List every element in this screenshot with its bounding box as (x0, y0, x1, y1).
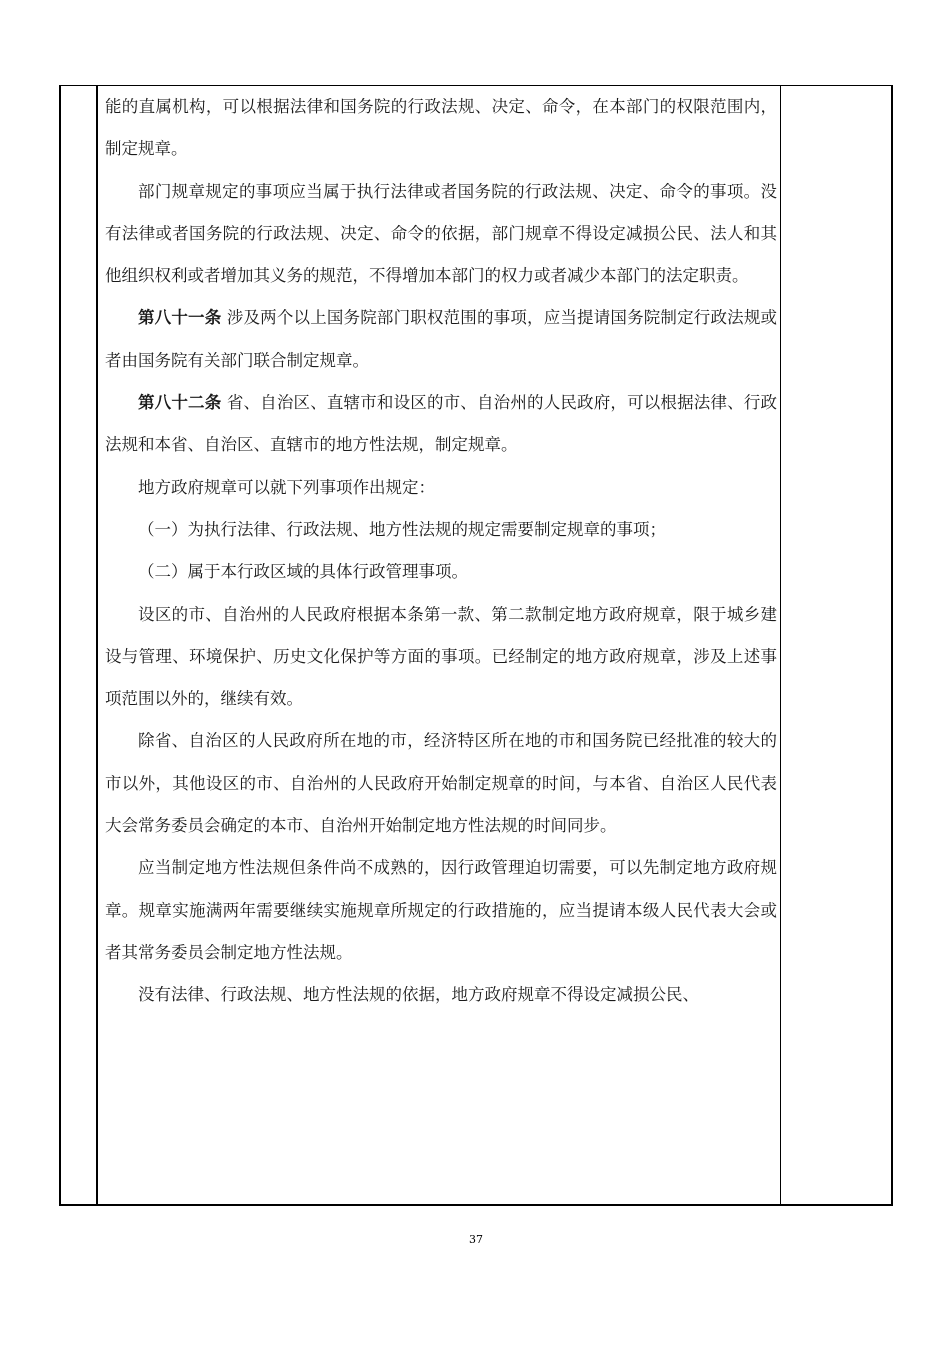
law-paragraph (105, 720, 777, 847)
law-paragraph (105, 171, 777, 298)
paragraph-text: 除省、自治区的人民政府所在地的市，经济特区所在地的市和国务院已经批准的较大的市以外，其他设区的市、自治州的人民政府开始制定规章的时间，与本省、自治区人民代表大会常务委员会确定的本市、自治州开始制定地方性法规的时间同步。 (105, 731, 777, 836)
law-paragraph (105, 974, 777, 1016)
paragraph-text: 应当制定地方性法规但条件尚不成熟的，因行政管理迫切需要，可以先制定地方政府规章。规章实施满两年需要继续实施规章所规定的行政措施的，应当提请本级人民代表大会或者其常务委员会制定地方性法规。 (105, 858, 777, 962)
article-number: 第八十一条 (138, 308, 222, 328)
paragraph-text: 部门规章规定的事项应当属于执行法律或者国务院的行政法规、决定、命令的事项。没有法律或者国务院的行政法规、决定、命令的依据，部门规章不得设定减损公民、法人和其他组织权利或者增加其义务的规范，不得增加本部门的权力或者减少本部门的法定职责。 (105, 181, 777, 286)
law-paragraph (105, 297, 777, 382)
paragraph-text: 地方政府规章可以就下列事项作出规定： (138, 477, 435, 497)
paragraph-text: 能的直属机构，可以根据法律和国务院的行政法规、决定、命令，在本部门的权限范围内，制定规章。 (105, 97, 777, 159)
paragraph-text: 没有法律、行政法规、地方性法规的依据，地方政府规章不得设定减损公民、 (138, 985, 699, 1005)
paragraph-text: （一）为执行法律、行政法规、地方性法规的规定需要制定规章的事项； (138, 519, 666, 539)
law-paragraph (105, 594, 777, 721)
law-paragraph (105, 847, 777, 974)
law-paragraph (105, 382, 777, 467)
page-number: 37 (469, 1233, 483, 1246)
paragraph-text: 省、自治区、直辖市和设区的市、自治州的人民政府，可以根据法律、行政法规和本省、自治区、直辖市的地方性法规，制定规章。 (105, 393, 777, 455)
law-paragraph (105, 551, 777, 593)
left-column-divider (96, 86, 98, 1204)
paragraph-text: 设区的市、自治州的人民政府根据本条第一款、第二款制定地方政府规章，限于城乡建设与管理、环境保护、历史文化保护等方面的事项。已经制定的地方政府规章，涉及上述事项范围以外的，继续有效。 (105, 604, 777, 709)
law-comparison-table (59, 85, 893, 1206)
right-column-divider (780, 86, 781, 1204)
article-number: 第八十二条 (138, 393, 222, 413)
paragraph-text: （二）属于本行政区域的具体行政管理事项。 (138, 562, 468, 582)
law-paragraph (105, 86, 777, 171)
paragraph-text: 涉及两个以上国务院部门职权范围的事项，应当提请国务院制定行政法规或者由国务院有关部门联合制定规章。 (105, 308, 777, 370)
law-text-cell (105, 86, 777, 1017)
law-paragraph (105, 509, 777, 551)
law-paragraph (105, 467, 777, 509)
